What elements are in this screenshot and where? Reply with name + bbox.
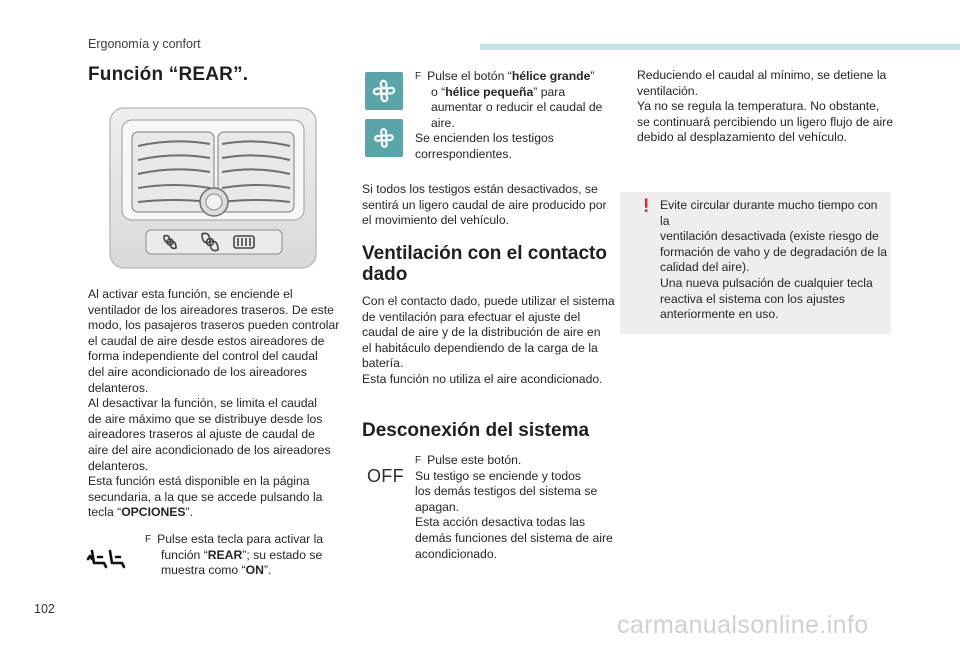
body-line: delanteros. (88, 458, 149, 473)
body-line: secundaria, a la que se accede pulsando la (88, 489, 323, 504)
body-line: Se encienden los testigos (415, 131, 554, 146)
warning-line: Evite circular durante mucho tiempo con la (660, 198, 878, 228)
options-key: OPCIONES (121, 505, 186, 520)
header-bar (480, 44, 960, 50)
body-line: el habitáculo dependiendo de la carga de la (362, 340, 598, 355)
bullet-line (145, 548, 345, 564)
body-line: aireadores traseros al ajuste de caudal de (88, 427, 315, 442)
body-line: Esta acción desactiva todas las (415, 515, 586, 530)
body-line: el movimiento del vehículo. (362, 213, 509, 228)
body-line: Al desactivar la función, se limita el caudal (88, 396, 317, 411)
body-line: Esta función está disponible en la página (88, 474, 310, 489)
body-line: el caudal de aire desde estos aireadores de (88, 333, 325, 348)
body-line: del aire acondicionado de los aireadores (88, 364, 307, 379)
text-fragment: ” para (533, 84, 566, 99)
fan-small-label: hélice pequeña (445, 84, 534, 99)
ventilacion-text (362, 294, 622, 388)
text-fragment: Pulse este botón. (427, 453, 522, 467)
fan-small-icon (365, 119, 403, 157)
bullet-line (415, 69, 615, 85)
body-line: Su testigo se enciende y todos (415, 468, 581, 483)
bullet-line (145, 563, 345, 579)
text-fragment: tecla “ (88, 505, 122, 520)
bullet-marker: F (415, 71, 422, 82)
page-number: 102 (34, 602, 55, 616)
text-fragment: o “ (431, 84, 446, 99)
body-line: demás funciones del sistema de aire (415, 530, 613, 545)
text-fragment: Pulse el botón “ (427, 69, 512, 83)
warning-text (660, 198, 890, 323)
body-line: aire del aire acondicionado de los aireadores (88, 442, 331, 457)
bullet-marker: F (415, 455, 422, 466)
title-line: dado (362, 264, 408, 285)
section-label: Ergonomía y confort (88, 37, 201, 51)
rear-bullet (145, 532, 345, 579)
fan-large-icon (365, 72, 403, 110)
body-line: Al activar esta función, se enciende el (88, 287, 293, 301)
desconexion-title: Desconexión del sistema (362, 420, 590, 441)
body-line: se continuará percibiendo un ligero flujo de aire (637, 114, 894, 129)
on-state: ON (245, 563, 264, 578)
text-fragment: muestra como “ (161, 563, 246, 578)
bullet-line (145, 532, 345, 548)
text-fragment: Pulse esta tecla para activar la (157, 532, 324, 546)
body-line: los demás testigos del sistema se (415, 484, 598, 499)
text-fragment: ”. (185, 505, 193, 520)
body-line: debido al desplazamiento del vehículo. (637, 130, 848, 145)
body-line: de ventilación para efectuar el ajuste del (362, 309, 581, 324)
body-line: Si todos los testigos están desactivados, se (362, 182, 598, 196)
bullet-line (415, 85, 615, 101)
off-button-icon: OFF (367, 466, 404, 486)
warning-line: calidad del aire). (660, 260, 750, 275)
testigos-text (362, 182, 622, 229)
text-fragment: ”; su estado se (242, 547, 323, 562)
bullet-line: aire. (431, 115, 455, 130)
warning-icon: ! (643, 196, 650, 217)
body-line-options (88, 505, 348, 521)
body-line: modo, los pasajeros traseros pueden controlar (88, 318, 340, 333)
title-line: Ventilación con el contacto (362, 243, 607, 264)
ventilacion-title (362, 243, 622, 285)
body-line: ventilador de los aireadores traseros. De este (88, 302, 334, 317)
warning-line: anteriormente en uso. (660, 307, 779, 322)
bullet-line: aumentar o reducir el caudal de (431, 100, 603, 115)
fan-bullet (415, 69, 615, 163)
rear-key: REAR (207, 547, 243, 562)
body-line: apagan. (415, 499, 460, 514)
body-line: Esta función no utiliza el aire acondicionado. (362, 371, 603, 386)
off-bullet (415, 453, 615, 562)
rear-vent-panel-illustration (108, 106, 318, 270)
watermark: carmanualsonline.info (617, 611, 869, 639)
text-fragment: ”. (263, 563, 272, 578)
body-line: de aire máximo que se distribuye desde los (88, 411, 323, 426)
rear-seats-icon (86, 543, 130, 569)
bullet-marker: F (145, 534, 152, 545)
body-line: sentirá un ligero caudal de aire producido por (362, 197, 607, 212)
warning-line: ventilación desactivada (existe riesgo de (660, 229, 879, 244)
body-line: ventilación. (637, 83, 698, 98)
reduction-text (637, 68, 907, 146)
body-line: caudal de aire y de la distribución de aire en (362, 325, 601, 340)
text-fragment: ” (590, 69, 595, 83)
body-line: forma independiente del control del caudal (88, 349, 318, 364)
warning-line: Una nueva pulsación de cualquier tecla (660, 275, 873, 290)
rear-function-description (88, 287, 348, 521)
rear-function-title: Función “REAR”. (88, 64, 249, 85)
body-line: Ya no se regula la temperatura. No obstante, (637, 99, 880, 114)
warning-line: reactiva el sistema con los ajustes (660, 291, 845, 306)
body-line: Con el contacto dado, puede utilizar el sistema (362, 294, 615, 308)
body-line: batería. (362, 356, 404, 371)
body-line: Reduciendo el caudal al mínimo, se detiene la (637, 68, 887, 82)
bullet-line (415, 453, 615, 469)
body-line: delanteros. (88, 380, 149, 395)
text-fragment: función “ (161, 547, 208, 562)
warning-line: formación de vaho y de degradación de la (660, 244, 887, 259)
fan-large-label: hélice grande (511, 69, 591, 83)
body-line: correspondientes. (415, 146, 512, 161)
body-line: acondicionado. (415, 546, 497, 561)
